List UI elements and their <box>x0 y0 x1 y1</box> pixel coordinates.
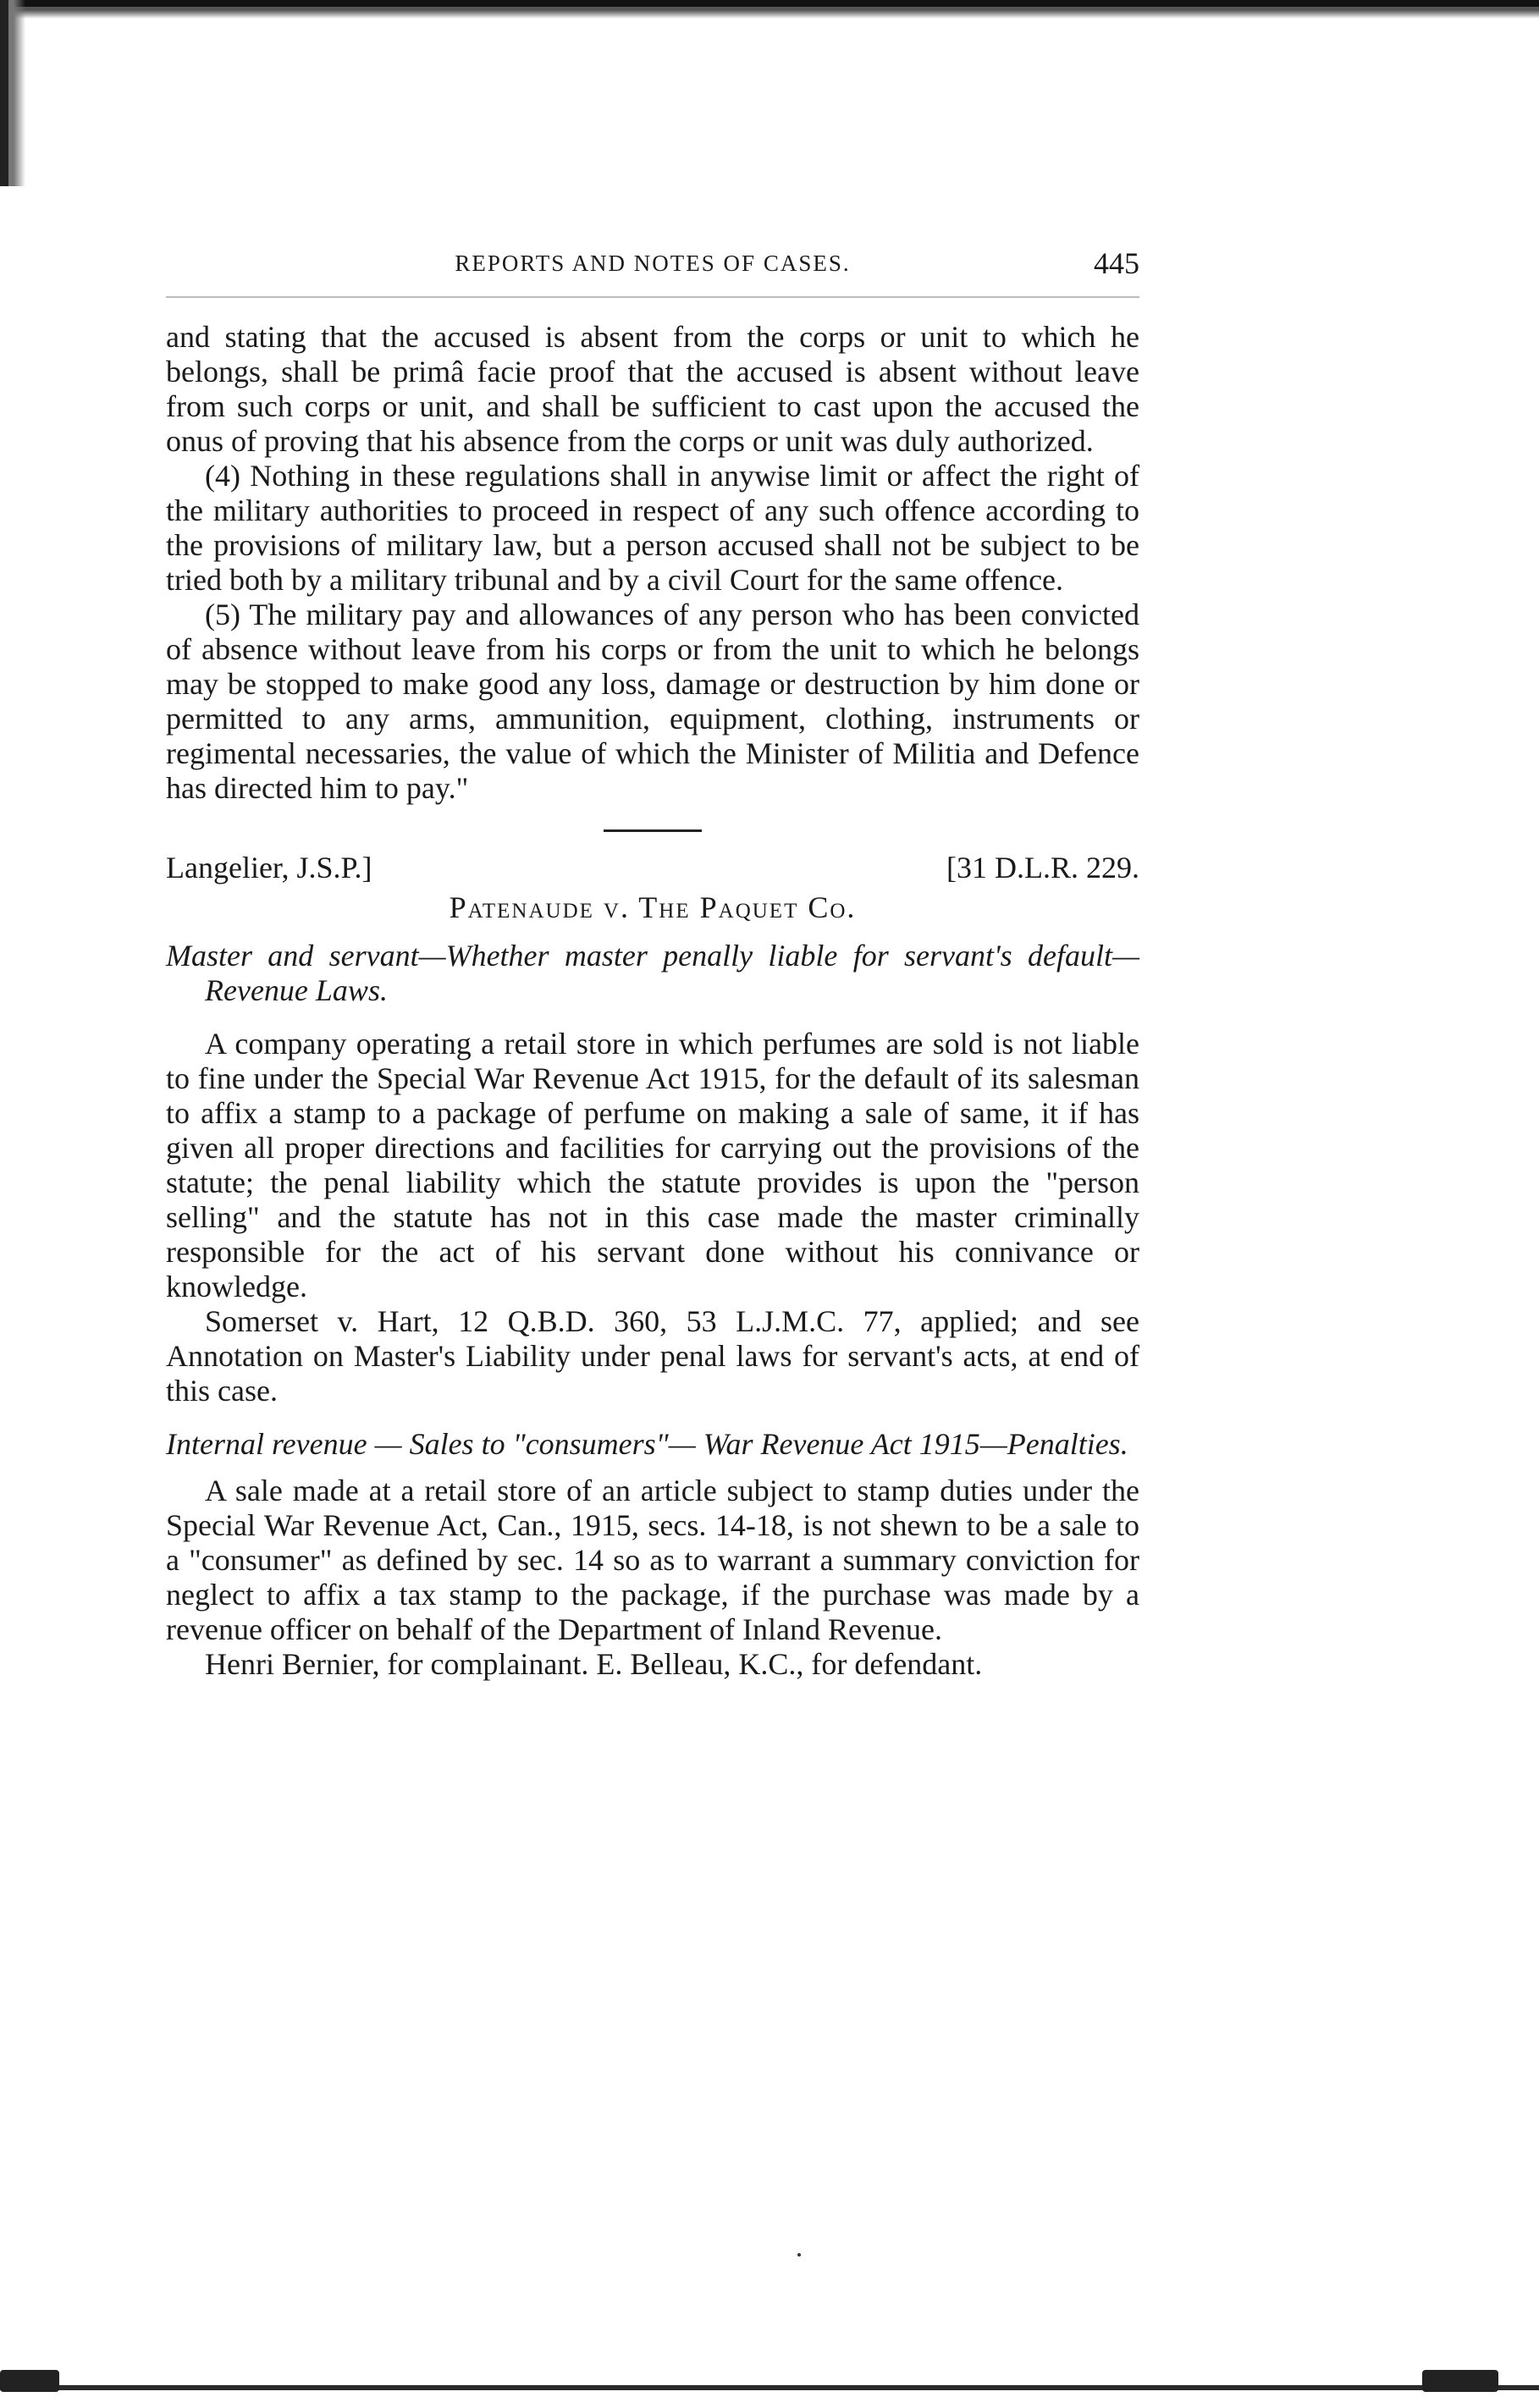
headnote-1-topic: Master and servant—Whether master penally liable for servant's default—Revenue Laws. <box>166 939 1139 1007</box>
stray-mark <box>797 2253 801 2256</box>
paragraph-4: (4) Nothing in these regulations shall in anywise limit or affect the right of the military authorities to proceed in respect of any such offence according to the provisions of military law, but a person accused shall not be subject to be tried both by a military tribunal and by a civil Court for the same offence. <box>166 459 1139 597</box>
court-judge: Langelier, J.S.P.] <box>166 851 372 884</box>
running-head <box>166 246 1139 293</box>
headnote-2-topic: Internal revenue — Sales to "consumers"— War Revenue Act 1915—Penalties. <box>166 1427 1128 1461</box>
counsel: Henri Bernier, for complainant. E. Belleau, K.C., for defendant. <box>205 1647 983 1681</box>
scan-border-top <box>0 0 1539 19</box>
headnote-1-text: A company operating a retail store in which perfumes are sold is not liable to fine under the Special War Revenue Act 1915, for the default of its salesman to affix a stamp to a package of perfume on making a sale of same, it if has given all proper directions and facilities for carrying out the provisions of the statute; the penal liability which the statute provides is upon the "person selling" and the statute has not in this case made the master criminally responsible for the act of his servant done without his connivance or knowledge. <box>166 1027 1139 1303</box>
case-citation-line <box>166 851 1139 885</box>
scan-blot-left <box>0 2370 59 2392</box>
scan-border-left <box>0 0 25 186</box>
authorities: Somerset v. Hart, 12 Q.B.D. 360, 53 L.J.M.C. 77, applied; and see Annotation on Master's Liability under penal laws for servant's acts, at end of this case. <box>166 1304 1139 1408</box>
paragraph-5: (5) The military pay and allowances of any person who has been convicted of absence without leave from his corps or from the unit to which he belongs may be stopped to make good any loss, damage or destruction by him done or permitted to any arms, ammunition, equipment, clothing, instruments or regimental necessaries, the value of which the Minister of Militia and Defence has directed him to pay." <box>166 598 1139 805</box>
paragraph-continuation: and stating that the accused is absent from the corps or unit to which he belongs, shall be primâ facie proof that the accused is absent without leave from such corps or unit, and shall be sufficient to cast upon the accused the onus of proving that his absence from the corps or unit was duly authorized. <box>166 320 1139 458</box>
page-content <box>166 246 1139 1682</box>
page-number: 445 <box>1094 246 1139 280</box>
header-rule <box>166 296 1139 298</box>
section-divider <box>604 829 702 832</box>
scan-border-bottom <box>0 2385 1539 2390</box>
running-title: REPORTS AND NOTES OF CASES. <box>455 251 851 276</box>
case-title: Patenaude v. The Paquet Co. <box>449 890 857 924</box>
scan-blot-right <box>1422 2370 1498 2392</box>
report-citation: [31 D.L.R. 229. <box>946 851 1139 884</box>
headnote-2-text: A sale made at a retail store of an article subject to stamp duties under the Special War Revenue Act, Can., 1915, secs. 14-18, is not shewn to be a sale to a "consumer" as defined by sec. 14 so as to warrant a summary conviction for neglect to affix a tax stamp to the package, if the purchase was made by a revenue officer on behalf of the Department of Inland Revenue. <box>166 1474 1139 1646</box>
